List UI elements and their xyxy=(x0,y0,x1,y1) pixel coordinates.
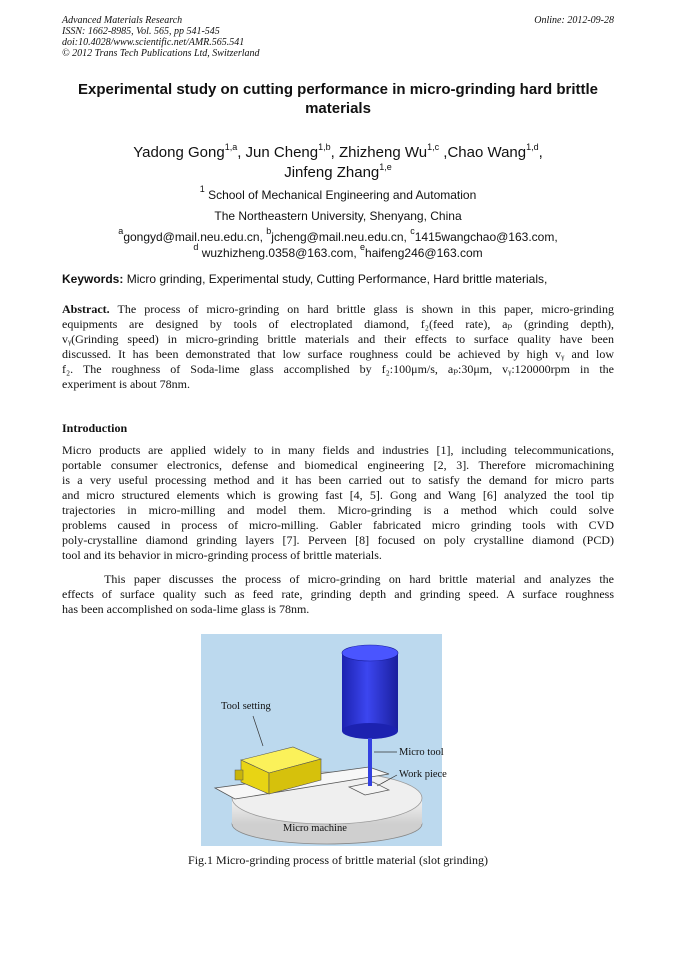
email-sup: a xyxy=(118,226,124,236)
intro-line: Micro products are applied widely to in many fields and industries [1], including telecommunications, xyxy=(62,443,614,457)
spindle-body xyxy=(342,653,398,731)
author-sup: 1,c xyxy=(427,142,440,152)
figure-illustration xyxy=(201,634,447,846)
journal-header xyxy=(62,15,260,59)
journal-doi: doi:10.4028/www.scientific.net/AMR.565.541 xyxy=(62,37,245,48)
journal-name: Advanced Materials Research xyxy=(62,15,183,26)
email-c[interactable]: 1415wangchao@163.com xyxy=(414,230,555,244)
label-tool-setting: Tool setting xyxy=(221,701,271,712)
affiliation-line-1 xyxy=(62,184,614,203)
online-date: Online: 2012-09-28 xyxy=(534,15,614,26)
author-name: Jinfeng Zhang xyxy=(284,164,380,181)
section-heading-introduction: Introduction xyxy=(62,421,128,435)
abstract-text: The process of micro-grinding on hard brittle glass is shown in this paper, micro-grinding xyxy=(117,302,614,316)
author-name: Yadong Gong xyxy=(133,144,225,161)
author-name: Jun Cheng xyxy=(245,144,319,161)
author-sup: 1,e xyxy=(379,162,392,172)
email-line-1: $^a$gongyd@mail.neu.edu.cn, $^b$jcheng@mail.neu.edu.cn, $^c$1415wangchao@163.com, xyxy=(118,226,558,244)
abstract-line: vᵧ(Grinding speed) in micro-grinding brittle materials and their effects to surface quality have been xyxy=(62,332,614,346)
intro-line: This paper discusses the process of micro-grinding on hard brittle material and analyzes the xyxy=(62,572,614,586)
keywords xyxy=(62,272,614,287)
intro-line: poly-crystalline diamond grinding layers [7]. Perveen [8] focused on poly crystalline diamond (PCD) xyxy=(62,533,614,547)
intro-line: problems caused in process of micro-milling. Gabler fabricated micro grinding tools with CVD xyxy=(62,518,614,532)
label-micro-machine: Micro machine xyxy=(283,823,347,834)
intro-paragraph-2 xyxy=(62,572,614,617)
tool-setting-knob xyxy=(235,770,243,780)
abstract xyxy=(62,302,614,392)
email-line-2: $^d$ wuzhizheng.0358@163.com, $^e$haifeng246@163.com xyxy=(193,242,483,260)
email-sup: b xyxy=(266,226,272,236)
affiliation-line-2: The Northeastern University, Shenyang, China xyxy=(214,209,462,223)
figure-caption: Fig.1 Micro-grinding process of brittle material (slot grinding) xyxy=(188,853,488,867)
keywords-label: Keywords: xyxy=(62,272,124,286)
author-sep: , xyxy=(237,144,246,161)
leader-tool-setting xyxy=(253,716,263,746)
spindle-top xyxy=(342,645,398,661)
abstract-line: f₂. The roughness of Soda-lime glass accomplished by f₂:100μm/s, aₚ:30μm, vᵧ:120000rpm in the xyxy=(62,362,614,376)
abstract-label: Abstract. xyxy=(62,302,110,316)
author-sup: 1,b xyxy=(318,142,331,152)
intro-paragraph-1 xyxy=(62,443,614,563)
email-sup: d xyxy=(193,242,199,252)
intro-line: has been accomplished on soda-lime glass is 78nm. xyxy=(62,602,310,616)
journal-issn: ISSN: 1662-8985, Vol. 565, pp 541-545 xyxy=(62,26,220,37)
intro-line: is a very useful processing method and it has been carried out to satisfy the demand for micro parts xyxy=(62,473,614,487)
keywords-text: Micro grinding, Experimental study, Cutting Performance, Hard brittle materials, xyxy=(126,272,548,286)
author-list xyxy=(62,143,614,183)
paper-title: Experimental study on cutting performance in micro-grinding hard brittle materials xyxy=(77,81,599,117)
email-sup: e xyxy=(360,242,366,252)
author-sup: 1,d xyxy=(526,142,539,152)
label-micro-tool: Micro tool xyxy=(399,747,444,758)
author-sep: , xyxy=(538,144,543,161)
author-name: Zhizheng Wu xyxy=(338,144,428,161)
email-a[interactable]: gongyd@mail.neu.edu.cn xyxy=(123,230,260,244)
email-e[interactable]: haifeng246@163.com xyxy=(365,246,483,260)
intro-line: tool and its behavior in micro-grinding process of brittle materials. xyxy=(62,548,382,562)
affiliation-text: School of Mechanical Engineering and Automation xyxy=(208,188,477,202)
figure-1 xyxy=(201,634,447,846)
author-sup: 1,a xyxy=(224,142,238,152)
abstract-line: discussed. It has been demonstrated that low surface roughness could be achieved by high vᵧ and low xyxy=(62,347,614,361)
intro-line: effects of surface quality such as feed rate, grinding depth and grinding speed. A surface roughness xyxy=(62,587,614,601)
author-sep: , xyxy=(330,144,339,161)
abstract-line xyxy=(62,302,614,317)
intro-line: trajectories in micro-milling and model them. Micro-grinding is a method which could solve xyxy=(62,503,614,517)
journal-copyright: © 2012 Trans Tech Publications Ltd, Switzerland xyxy=(62,48,260,59)
intro-line: and micro structured elements which is growing fast [4, 5]. Gong and Wang [6] analyzed the tool tip xyxy=(62,488,614,502)
label-work-piece: Work piece xyxy=(399,769,447,780)
affiliation-sup: 1 xyxy=(199,184,205,194)
abstract-line: equipments are designed by tools of electroplated diamond, f₂(feed rate), aₚ (grinding depth), xyxy=(62,317,614,331)
author-name: Chao Wang xyxy=(447,144,527,161)
email-sup: c xyxy=(410,226,415,236)
email-b[interactable]: jcheng@mail.neu.edu.cn xyxy=(271,230,404,244)
intro-line: portable consumer electronics, defense and biomedical engineering [2, 3]. Therefore micromachining xyxy=(62,458,614,472)
spindle-bottom xyxy=(342,723,398,739)
email-d[interactable]: wuzhizheng.0358@163.com xyxy=(201,246,354,260)
micro-tool xyxy=(368,738,372,786)
author-sep: , xyxy=(439,144,448,161)
abstract-line: experiment is about 78nm. xyxy=(62,377,190,391)
